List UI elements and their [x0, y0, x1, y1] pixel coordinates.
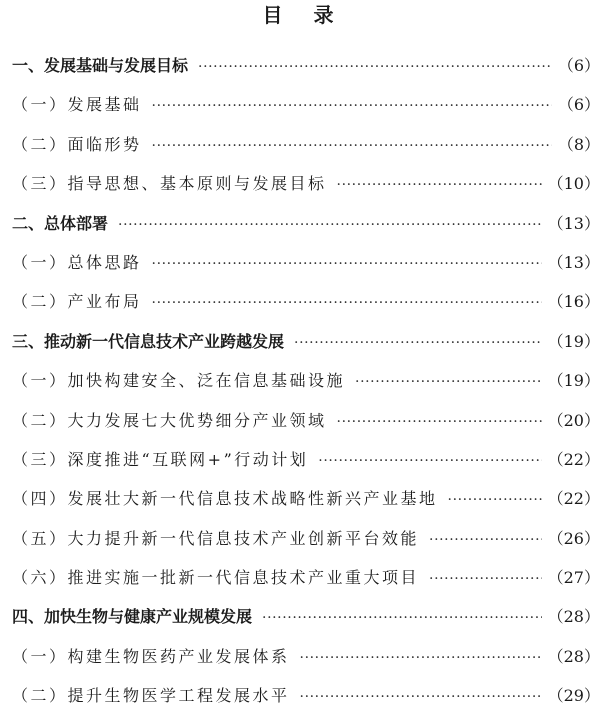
toc-entry-label: （二）提升生物医学工程发展水平	[12, 686, 290, 706]
toc-entry-label: （五）大力提升新一代信息技术产业创新平台效能	[12, 528, 420, 548]
toc-chapter-entry[interactable]	[12, 52, 600, 91]
toc-section-entry[interactable]	[12, 643, 600, 682]
toc-dot-leader	[337, 171, 542, 199]
toc-entry-label: （六）推进实施一批新一代信息技术产业重大项目	[12, 568, 420, 588]
toc-dot-leader	[152, 92, 552, 120]
toc-entry-label: （一）构建生物医药产业发展体系	[12, 646, 290, 666]
toc-dot-leader	[300, 644, 542, 672]
toc-entry-label: 一、发展基础与发展目标	[12, 56, 189, 75]
toc-section-entry[interactable]	[12, 525, 600, 564]
toc-page-number: （8）	[557, 134, 600, 154]
toc-dot-leader	[294, 329, 542, 357]
toc-entry-label: （四）发展壮大新一代信息技术战略性新兴产业基地	[12, 489, 438, 509]
toc-dot-leader	[152, 132, 552, 160]
toc-section-entry[interactable]	[12, 91, 600, 130]
toc-dot-leader	[118, 211, 542, 239]
toc-entry-label: （二）面临形势	[12, 134, 142, 154]
toc-entry-label: （二）大力发展七大优势细分产业领域	[12, 410, 327, 430]
toc-dot-leader	[318, 447, 541, 475]
toc-title: 目 录	[262, 3, 346, 27]
toc-dot-leader	[429, 565, 542, 593]
toc-section-entry[interactable]	[12, 682, 600, 721]
toc-section-entry[interactable]	[12, 131, 600, 170]
toc-entry-label: 三、推动新一代信息技术产业跨越发展	[12, 331, 285, 351]
toc-page-number: （13）	[547, 252, 600, 272]
toc-entry-label: （一）总体思路	[12, 252, 142, 272]
toc-chapter-entry[interactable]	[12, 328, 600, 367]
toc-section-entry[interactable]	[12, 485, 600, 524]
toc-chapter-entry[interactable]	[12, 210, 600, 249]
toc-page-number: （6）	[557, 56, 600, 75]
toc-section-entry[interactable]	[12, 288, 600, 327]
toc-entry-label: （三）指导思想、基本原则与发展目标	[12, 174, 327, 194]
toc-page-number: （28）	[547, 646, 600, 666]
toc-page-number: （29）	[547, 686, 600, 706]
toc-page-number: （13）	[547, 213, 600, 233]
toc-page-number: （16）	[547, 292, 600, 312]
toc-page-number: （28）	[547, 607, 600, 627]
toc-section-entry[interactable]	[12, 564, 600, 603]
toc-dot-leader	[337, 408, 542, 436]
toc-dot-leader	[300, 683, 542, 711]
toc-page-number: （22）	[547, 489, 600, 509]
toc-entry-label: 四、加快生物与健康产业规模发展	[12, 607, 253, 627]
toc-page-number: （10）	[547, 174, 600, 194]
toc-page-number: （19）	[547, 371, 600, 391]
toc-dot-leader	[355, 368, 542, 396]
toc-section-entry[interactable]	[12, 446, 600, 485]
toc-page-number: （26）	[547, 528, 600, 548]
toc-page-number: （19）	[547, 331, 600, 351]
toc-section-entry[interactable]	[12, 249, 600, 288]
toc-page-number: （20）	[547, 410, 600, 430]
toc-dot-leader	[448, 486, 542, 514]
toc-page-number: （22）	[547, 449, 600, 469]
toc-chapter-entry[interactable]	[12, 603, 600, 642]
toc-dot-leader	[198, 53, 552, 81]
toc-page-number: （6）	[557, 95, 600, 115]
toc-section-entry[interactable]	[12, 367, 600, 406]
toc-page-number: （27）	[547, 568, 600, 588]
toc-dot-leader	[429, 526, 542, 554]
toc-section-entry[interactable]	[12, 170, 600, 209]
toc-dot-leader	[152, 289, 542, 317]
toc-entry-label: 二、总体部署	[12, 213, 109, 233]
toc-section-entry[interactable]	[12, 407, 600, 446]
toc-entry-label: （一）发展基础	[12, 95, 142, 115]
toc-entry-label: （三）深度推进“互联网+”行动计划	[12, 449, 309, 469]
toc-list	[12, 52, 600, 722]
toc-dot-leader	[152, 250, 542, 278]
toc-entry-label: （一）加快构建安全、泛在信息基础设施	[12, 371, 346, 391]
toc-dot-leader	[262, 604, 542, 632]
toc-entry-label: （二）产业布局	[12, 292, 142, 312]
